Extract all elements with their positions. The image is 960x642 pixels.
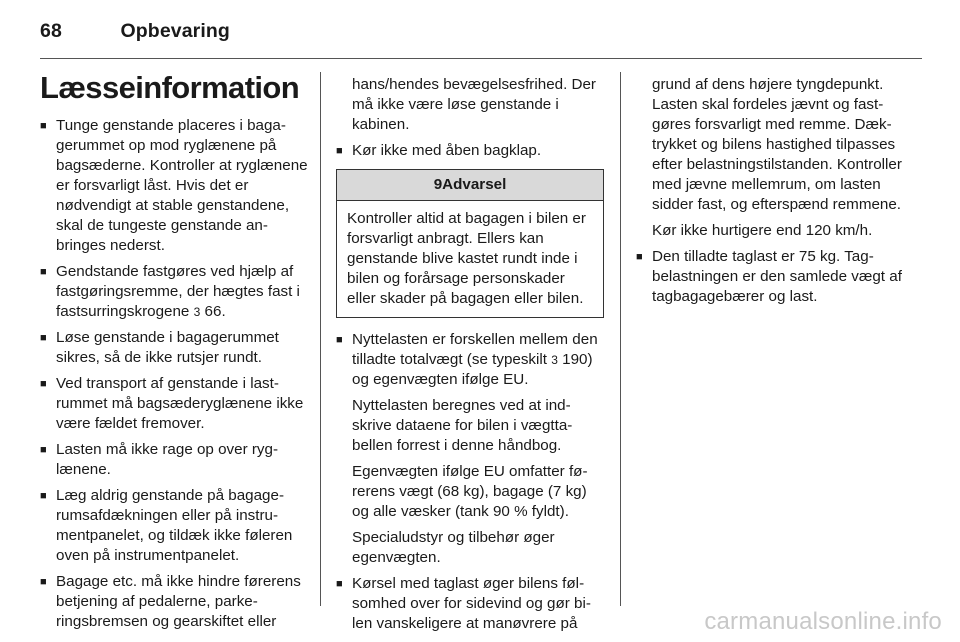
column-1 <box>40 116 308 638</box>
page-ref-arrow-icon[interactable]: 3 <box>193 305 201 319</box>
paragraph: grund af dens højere tyngdepunkt. Lasten skal fordeles jævnt og fastgøres forsvarligt med remme. Dæktrykket og bilens hastighed tilpasses efter belastningstilstanden. Kontroller med jævne mellemrum, om lasten sidder fast, og efterspænd remmene. <box>652 76 902 213</box>
list-item <box>336 330 604 568</box>
list-item <box>40 262 308 322</box>
warning-header <box>337 170 603 201</box>
warning-title: Advarsel <box>442 176 507 193</box>
page-title: Læsseinformation <box>40 70 300 105</box>
list-item: ■ Kør ikke med åben bagklap. <box>336 141 604 161</box>
list-item-continued: hans/hendes bevægelsesfrihed. Der må ikke være løse genstande i kabinen. <box>352 76 596 133</box>
section-title: Opbevaring <box>120 20 230 42</box>
header-divider <box>40 58 922 59</box>
warning-box <box>336 169 604 318</box>
page-header <box>40 20 230 43</box>
list-item: ■ Tunge genstande placeres i bagagerummet op mod ryglænene på bagsæderne. Kontroller at ryglænene er forsvarligt låst. Hvis det er nødvendigt at stable genstandene, skal de tungeste genstande anbringes nederst. <box>40 116 308 256</box>
column-3 <box>636 75 910 313</box>
paragraph: Specialudstyr og tilbehør øger egenvægten. <box>352 529 555 566</box>
payload-text: Nyttelasten er forskellen mellem den tilladte totalvægt (se typeskilt <box>352 331 598 368</box>
list-item: ■ Lasten må ikke rage op over ryglænene. <box>40 440 308 480</box>
page-ref[interactable]: 66. <box>204 303 226 320</box>
list-item: ■ Den tilladte taglast er 75 kg. Tagbelastningen er den samlede vægt af tagbagagebærer og last. <box>636 247 910 307</box>
payload-text-cont: 190) og egenvægten ifølge EU. <box>352 351 593 388</box>
list-item: ■ Læg aldrig genstande på bagagerumsafdækningen eller på instrumentpanelet, og tildæk ikke føleren oven på instrumentpanelet. <box>40 486 308 566</box>
list-item: ■ Løse genstande i bagagerummet sikres, så de ikke rutsjer rundt. <box>40 328 308 368</box>
list-item-continued <box>636 75 910 241</box>
footer-watermark: carmanualsonline.info <box>704 608 942 635</box>
list-item: ■ Kørsel med taglast øger bilens følsomhed over for sidevind og gør bilen vanskeligere at manøvrere på <box>336 574 604 634</box>
column-divider <box>620 72 621 606</box>
paragraph: Nyttelasten beregnes ved at indskrive dataene for bilen i vægttabellen forrest i denne håndbog. <box>352 397 573 454</box>
paragraph: Kør ikke hurtigere end 120 km/h. <box>652 222 873 239</box>
page-number: 68 <box>40 20 62 42</box>
paragraph: Egenvægten ifølge EU omfatter førerens vægt (68 kg), bagage (7 kg) og alle væsker (tank 90 % fyldt). <box>352 463 588 520</box>
warning-text: Kontroller altid at bagagen i bilen er forsvarligt anbragt. Ellers kan genstande blive kastet rundt inde i bilen og forårsage personskader eller skader på bagagen eller bilen. <box>347 210 586 307</box>
column-2 <box>336 75 604 640</box>
column-divider <box>320 72 321 606</box>
list-item-text: Gendstande fastgøres ved hjælp af fastgøringsremme, der hægtes fast i fastsurringskrogene <box>56 263 300 320</box>
list-item: ■ Bagage etc. må ikke hindre førerens betjening af pedalerne, parkeringsbremsen og gearskiftet eller <box>40 572 308 632</box>
list-item: ■ Ved transport af genstande i lastrummet må bagsæderyglænene ikke være fældet fremover. <box>40 374 308 434</box>
page-ref-arrow-icon[interactable]: 3 <box>551 353 558 367</box>
warning-icon: 9 <box>433 176 443 193</box>
